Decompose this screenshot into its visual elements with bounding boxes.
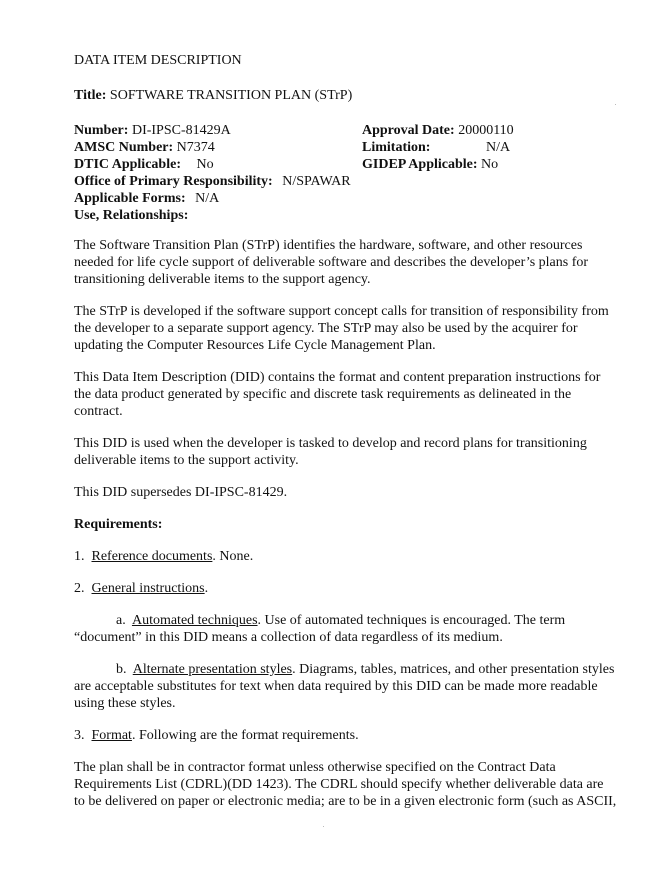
number-value: DI-IPSC-81429A	[131, 123, 231, 138]
amsc-label: AMSC Number	[74, 140, 169, 155]
document-page	[74, 52, 634, 810]
format-paragraph: The plan shall be in contractor format unless otherwise specified on the Contract Data Requirements List (CDRL)(DD 1423). The CDRL should specify whether deliverable data are to be delivered on paper or electronic media; are to be in a given electronic form (such as ASCII,	[74, 760, 617, 809]
title-line	[74, 87, 634, 104]
forms-row: Applicable Forms: N/A	[74, 191, 220, 206]
requirement-2b-title: Alternate presentation styles	[132, 662, 293, 677]
number-row: Number: DI-IPSC-81429A	[74, 123, 231, 138]
gidep-row: GIDEP Applicable: No	[362, 157, 499, 172]
dtic-value: No	[196, 157, 214, 172]
amsc-row: AMSC Number: N7374	[74, 140, 215, 155]
opr-value: N/SPAWAR	[282, 174, 351, 189]
requirement-3-title: Format	[91, 728, 132, 743]
approval-value: 20000110	[458, 123, 514, 138]
number-label: Number	[74, 123, 124, 138]
dtic-row: DTIC Applicable: No	[74, 157, 214, 172]
requirement-2b: b. Alternate presentation styles. Diagrams, tables, matrices, and other presentation styles are acceptable substitutes for text when data required by this DID can be made more readable using these styles.	[74, 662, 615, 711]
approval-label: Approval Date	[362, 123, 451, 138]
intro-paragraph-2: The STrP is developed if the software support concept calls for transition of responsibility from the developer to a separate support agency. The STrP may also be used by the acquirer for updating the Computer Resources Life Cycle Management Plan.	[74, 304, 609, 353]
intro-paragraph-5: This DID supersedes DI-IPSC-81429.	[74, 485, 288, 500]
use-row: Use, Relationships:	[74, 208, 189, 223]
opr-label: Office of Primary Responsibility	[74, 174, 269, 189]
limitation-row: Limitation: N/A	[362, 140, 511, 155]
opr-row: Office of Primary Responsibility: N/SPAWAR	[74, 174, 351, 189]
limitation-label: Limitation	[362, 140, 426, 155]
amsc-value: N7374	[176, 140, 215, 155]
requirement-1: 1. Reference documents. None.	[74, 549, 254, 564]
requirement-2: 2. General instructions.	[74, 581, 209, 596]
title-value: SOFTWARE TRANSITION PLAN (STrP)	[109, 88, 353, 103]
limitation-value: N/A	[486, 140, 511, 155]
requirement-2-title: General instructions	[91, 581, 205, 596]
intro-paragraph-3: This Data Item Description (DID) contains the format and content preparation instructions for the data product generated by specific and discrete task requirements as delineated in the contract.	[74, 370, 601, 419]
requirement-2a: a. Automated techniques. Use of automated techniques is encouraged. The term “document” in this DID means a collection of data regardless of its medium.	[74, 613, 566, 645]
scan-speck	[615, 104, 616, 105]
document-heading: DATA ITEM DESCRIPTION	[74, 53, 242, 68]
requirement-1-title: Reference documents	[91, 549, 213, 564]
forms-label: Applicable Forms	[74, 191, 181, 206]
title-label: Title:	[74, 88, 107, 103]
requirement-2a-title: Automated techniques	[131, 613, 258, 628]
dtic-label: DTIC Applicable	[74, 157, 177, 172]
intro-paragraph-4: This DID is used when the developer is tasked to develop and record plans for transitioning deliverable items to the support activity.	[74, 436, 587, 468]
approval-row: Approval Date: 20000110	[362, 123, 514, 138]
gidep-label: GIDEP Applicable	[362, 157, 473, 172]
scan-speck	[323, 826, 324, 827]
metadata-block	[74, 122, 634, 222]
requirements-heading: Requirements:	[74, 517, 163, 532]
intro-paragraph-1: The Software Transition Plan (STrP) identifies the hardware, software, and other resources needed for life cycle support of deliverable software and describes the developer’s plans for transitioning deliverable items to the support agency.	[74, 238, 589, 287]
requirement-3: 3. Format. Following are the format requirements.	[74, 728, 359, 743]
gidep-value: No	[481, 157, 499, 172]
forms-value: N/A	[195, 191, 220, 206]
use-label: Use, Relationships	[74, 208, 184, 223]
